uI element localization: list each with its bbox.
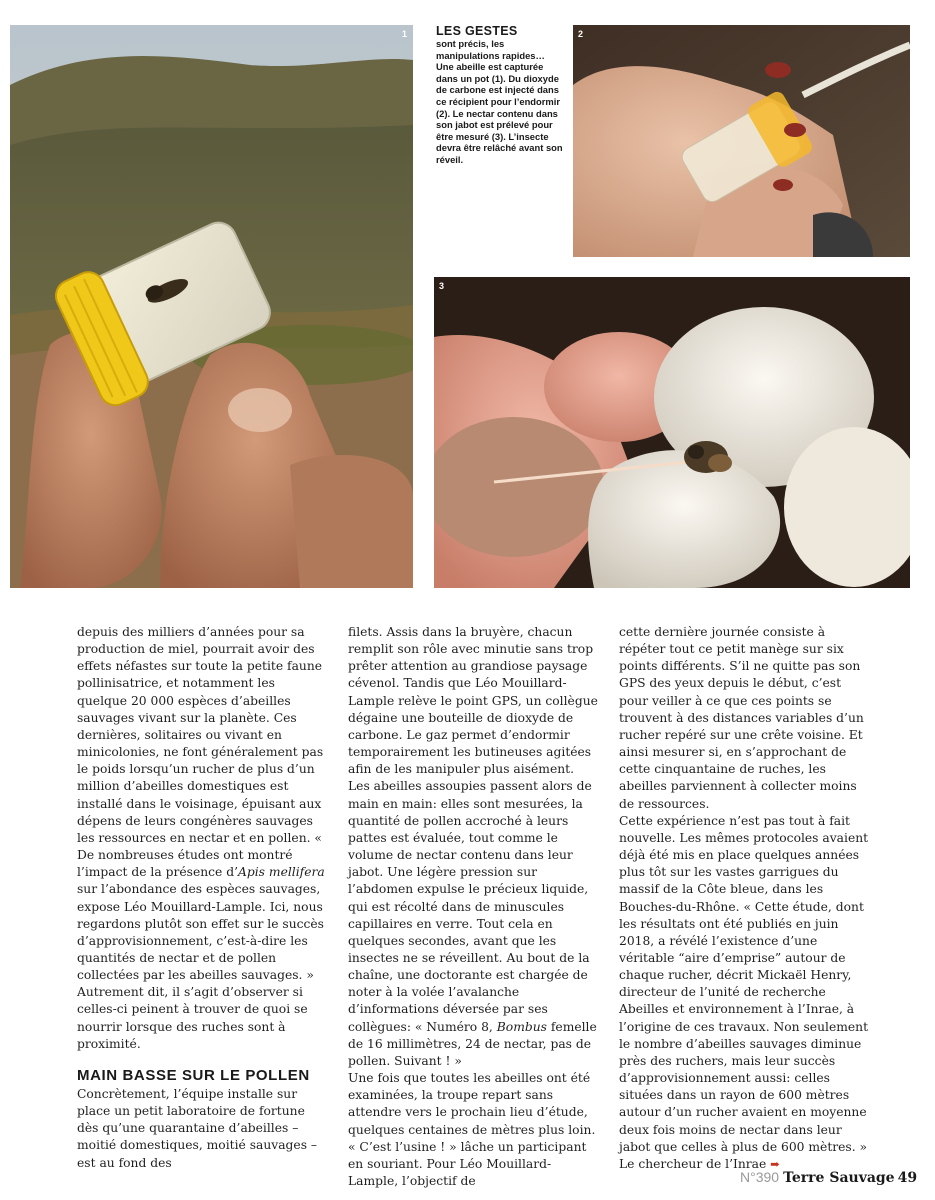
photo-number: 3 (439, 281, 445, 291)
species-name: Apis mellifera (238, 865, 325, 880)
article-column-1 (77, 624, 327, 1172)
caption-title: LES GESTES (436, 24, 518, 38)
photo-co2-injection (573, 25, 910, 257)
photo-number: 1 (401, 29, 407, 39)
magazine-name: Terre Sauvage (783, 1170, 895, 1186)
paragraph: cette dernière journée consiste à répéter tout ce petit manège sur six points différents. S’il ne quitte pas son GPS des yeux depuis le début, c’est pour veiller à ce que ces points se trouvent à des distances variables d’un rucher repéré sur une crête voisine. Et ainsi mesurer si, en s’approchant de cette cinquantaine de ruches, les abeilles parviennent à collecter moins de ressources. (619, 625, 864, 811)
photo-caption (436, 24, 564, 166)
paragraph: Une fois que toutes les abeilles ont été examinées, la troupe repart sans attendre vers le prochain lieu d’étude, quelques centaines de mètres plus loin. « C’est l’usine ! » lâche un participant en souriant. Pour Léo Mouillard-Lample, l’objectif de (348, 1071, 596, 1188)
bee-pot-image (10, 25, 413, 588)
photo-number: 2 (578, 29, 584, 39)
species-name: Bombus (496, 1019, 547, 1034)
continue-arrow-icon: ➡ (770, 1157, 780, 1171)
issue-number: N°390 (740, 1169, 780, 1185)
article-column-2 (348, 624, 598, 1190)
paragraph: depuis des milliers d’années pour sa production de miel, pourrait avoir des effets néfastes sur toute la petite faune pollinisatrice, et notamment les quelque 20 000 espèces d’abeilles sauvages vivant sur la planète. Ces dernières, solitaires ou vivant en minicolonies, ne font généralement pas le poids lorsqu’un rucher de plus d’un million d’abeilles domestiques est installé dans le voisinage, épuisant aux dépens de leurs congénères sauvages les ressources en nectar et en pollen. « De nombreuses études ont montré l’impact de la présence d’Apis mellifera sur l’abondance des espèces sauvages, expose Léo Mouillard-Lample. Ici, nous regardons plutôt son effet sur le succès d’approvisionnement, c’est-à-dire les quantités de nectar et de pollen collectées par les abeilles sauvages. » Autrement dit, il s’agit d’observer si celles-ci peinent à trouver de quoi se nourrir lorsque des ruches sont à proximité. (77, 625, 325, 1051)
article-column-3 (619, 624, 869, 1173)
caption-text: sont précis, les manipulations rapides… Une abeille est capturée dans un pot (1). Du dioxyde de carbone est injecté dans ce récipient pour l’endormir (2). Le nectar contenu dans son jabot est prélevé pour être mesuré (3). L’insecte devra être relâché avant son réveil. (436, 38, 563, 165)
photo-bee-in-pot (10, 25, 413, 588)
nectar-sampling-image (434, 277, 910, 588)
paragraph: Cette expérience n’est pas tout à fait nouvelle. Les mêmes protocoles avaient déjà été mis en place quelques années plus tôt sur les vastes garrigues du massif de la Côte bleue, dans les Bouches-du-Rhône. « Cette étude, dont les résultats ont été publiés en juin 2018, a révélé l’existence d’une véritable “aire d’emprise” autour de chaque rucher, décrit Mickaël Henry, directeur de l’unité de recherche Abeilles et environnement à l’Inrae, à l’origine de ces travaux. Non seulement le nombre d’abeilles sauvages diminue près des ruchers, mais leur succès d’approvisionnement aussi: celles situées dans un rayon de 600 mètres autour d’un rucher avaient en moyenne deux fois moins de nectar dans leur jabot que celles à plus de 600 mètres. » Le chercheur de l’Inrae ➡ (619, 813, 869, 1171)
page-footer (740, 1167, 918, 1186)
photo-nectar-sampling (434, 277, 910, 588)
paragraph: Concrètement, l’équipe installe sur place un petit laboratoire de fortune dès qu’une quarantaine d’abeilles – moitié domestiques, moitié sauvages – est au fond des (77, 1086, 318, 1170)
paragraph: filets. Assis dans la bruyère, chacun remplit son rôle avec minutie sans trop prêter attention au grandiose paysage cévenol. Tandis que Léo Mouillard-Lample relève le point GPS, un collègue dégaine une bouteille de dioxyde de carbone. Le gaz permet d’endormir temporairement les butineuses agitées afin de les manipuler plus aisément. Les abeilles assoupies passent alors de main en main: elles sont mesurées, la quantité de pollen accroché à leurs pattes est évaluée, tout comme le volume de nectar contenu dans leur jabot. Une légère pression sur l’abdomen expulse le précieux liquide, qui est récolté dans de minuscules capillaires en verre. Tout cela en quelques secondes, avant que les insectes ne se réveillent. Au bout de la chaîne, une doctorante est chargée de noter à la volée l’avalanche d’informations déversée par ses collègues: « Numéro 8, Bombus femelle de 16 millimètres, 24 de nectar, pas de pollen. Suivant ! » (348, 625, 598, 1068)
co2-injection-image (573, 25, 910, 257)
page-number: 49 (897, 1170, 918, 1186)
section-heading: MAIN BASSE SUR LE POLLEN (77, 1066, 310, 1084)
